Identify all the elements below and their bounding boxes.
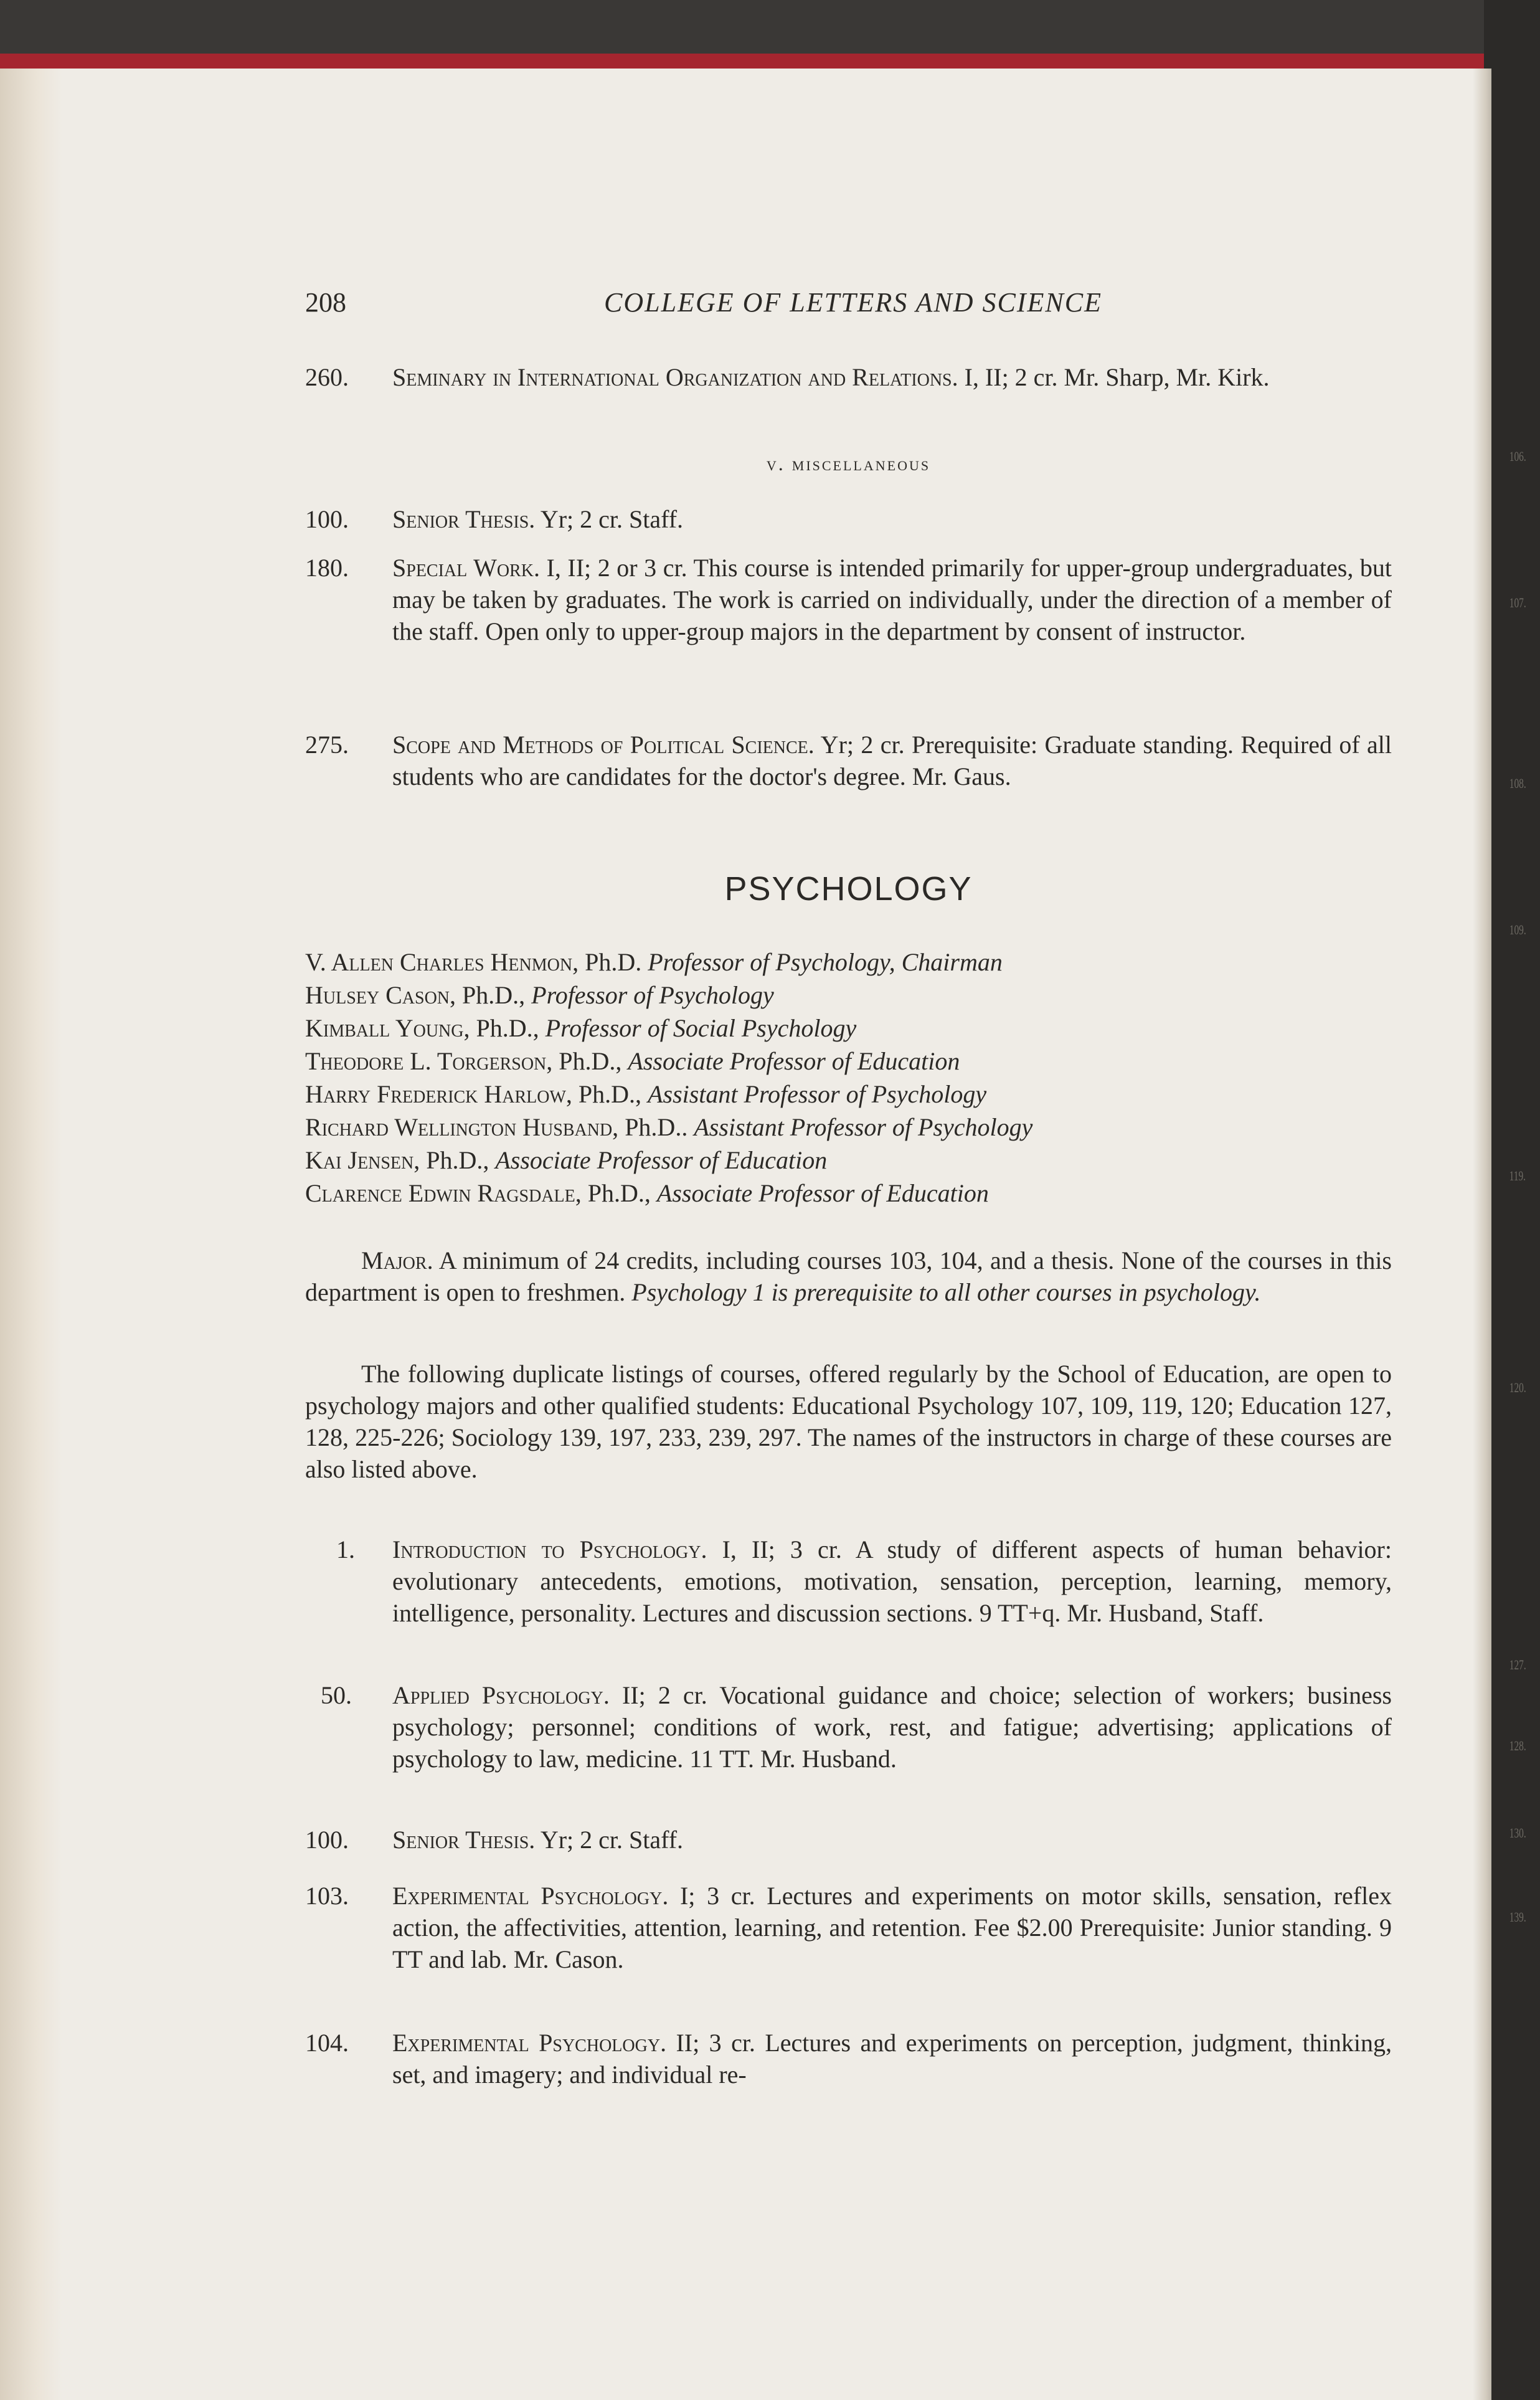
course-number: 1. <box>336 1535 355 1563</box>
course-description: I, II; 3 cr. A study of different aspects of human behavior: evolutionary antecedents, emotions, motivation, sensation, perception, learning, memory, intelligence, personality. Lectures and discussion sections. 9 TT+q. Mr. Husband, Staff. <box>392 1535 1392 1627</box>
course-title: Special Work. <box>392 554 540 582</box>
course-entry <box>305 1534 1392 1629</box>
section-heading-miscellaneous: v. miscellaneous <box>766 452 931 475</box>
course-number: 100. <box>305 1826 349 1854</box>
course-title: Senior Thesis. <box>392 505 536 533</box>
course-title: Experimental Psychology. <box>392 2029 667 2057</box>
course-description: II; 2 cr. Vocational guidance and choice; selection of workers; business psychology; personnel; conditions of work, rest, and fatigue; advertising; applications of psychology to law, medicine. 11 TT. Mr. Husband. <box>392 1681 1392 1773</box>
course-title: Introduction to Psychology. <box>392 1535 707 1563</box>
faculty-list <box>305 946 1401 1210</box>
page-edge-left <box>0 69 62 2400</box>
course-number: 104. <box>305 2029 349 2057</box>
faculty-member: Kai Jensen, Ph.D., Associate Professor of Education <box>305 1146 828 1174</box>
page-number: 208 <box>305 287 346 318</box>
course-entry <box>305 729 1392 792</box>
course-entry <box>305 1679 1392 1775</box>
course-entry <box>305 361 1392 393</box>
course-description: Yr; 2 cr. Staff. <box>535 505 684 533</box>
duplicate-listings-paragraph: The following duplicate listings of courses, offered regularly by the School of Education, are open to psychology majors and other qualified students: Educational Psychology 107, 109, 119, 120; Education 127, 128, 225-226; Sociology 139, 197, 233, 239, 297. The names of the instructors in charge of these courses are also listed above. <box>305 1360 1392 1483</box>
course-entry <box>305 1880 1392 1975</box>
course-entry <box>305 2027 1392 2090</box>
faculty-member: Theodore L. Torgerson, Ph.D., Associate Professor of Education <box>305 1047 960 1075</box>
course-description: II; 3 cr. Lectures and experiments on perception, judgment, thinking, set, and imagery; and individual re- <box>392 2029 1392 2089</box>
course-number: 100. <box>305 505 349 533</box>
course-title: Seminary in International Organization and Relations. <box>392 363 958 391</box>
course-title: Scope and Methods of Political Science. <box>392 731 815 759</box>
course-entry <box>305 552 1392 647</box>
course-description: Yr; 2 cr. Staff. <box>535 1826 684 1854</box>
faculty-member: Kimball Young, Ph.D., Professor of Social Psychology <box>305 1014 857 1042</box>
course-description: I; 3 cr. Lectures and experiments on motor skills, sensation, reflex action, the affectivities, attention, learning, and retention. Fee $2.00 Prerequisite: Junior standing. 9 TT and lab. Mr. Cason. <box>392 1882 1392 1973</box>
department-heading: PSYCHOLOGY <box>724 870 973 908</box>
course-number: 180. <box>305 554 349 582</box>
course-description: I, II; 2 or 3 cr. This course is intended primarily for upper-group undergraduates, but may be taken by graduates. The work is carried on individually, under the direction of a member of the staff. Open only to upper-group majors in the department by consent of instructor. <box>392 554 1392 645</box>
facing-page-margin-numbers: 106. 107. 108. 109. 119. 120. 127. 128. 130. 139. <box>1509 448 1526 1925</box>
running-title: COLLEGE OF LETTERS AND SCIENCE <box>604 287 1102 318</box>
course-title: Senior Thesis. <box>392 1826 536 1854</box>
course-entry <box>305 503 1392 535</box>
faculty-member: Clarence Edwin Ragsdale, Ph.D., Associate Professor of Education <box>305 1179 989 1207</box>
course-description: Yr; 2 cr. Prerequisite: Graduate standing. Required of all students who are candidates for the doctor's degree. Mr. Gaus. <box>392 731 1392 790</box>
faculty-member: Hulsey Cason, Ph.D., Professor of Psychology <box>305 981 774 1009</box>
major-paragraph: Major. A minimum of 24 credits, including courses 103, 104, and a thesis. None of the courses in this department is open to freshmen. Psychology 1 is prerequisite to all other courses in psychology. <box>305 1246 1392 1306</box>
course-number: 50. <box>321 1681 352 1709</box>
course-description: I, II; 2 cr. Mr. Sharp, Mr. Kirk. <box>958 363 1270 391</box>
major-label: Major. <box>361 1246 433 1274</box>
course-title: Experimental Psychology. <box>392 1882 669 1910</box>
course-title: Applied Psychology. <box>392 1681 610 1709</box>
course-number: 275. <box>305 731 349 759</box>
course-entry <box>305 1824 1392 1856</box>
page-edge-right <box>1473 69 1491 2400</box>
course-number: 103. <box>305 1882 349 1910</box>
faculty-member: Harry Frederick Harlow, Ph.D., Assistant Professor of Psychology <box>305 1080 987 1108</box>
course-number: 260. <box>305 363 349 391</box>
faculty-member: Richard Wellington Husband, Ph.D.. Assistant Professor of Psychology <box>305 1113 1033 1141</box>
faculty-member: V. Allen Charles Henmon, Ph.D. Professor of Psychology, Chairman <box>305 948 1003 976</box>
